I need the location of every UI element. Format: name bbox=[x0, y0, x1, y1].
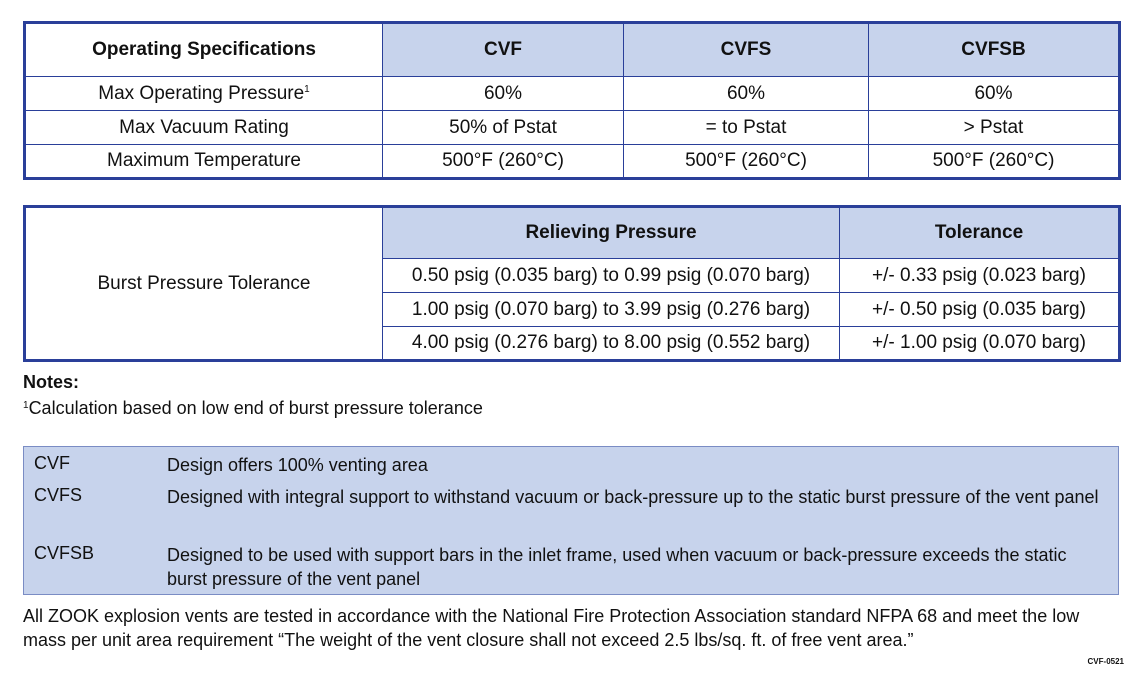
spec-header-cvfsb: CVFSB bbox=[869, 23, 1120, 77]
spec-header-label: Operating Specifications bbox=[25, 23, 383, 77]
footnote-text: $^1$Calculation based on low end of burst pressure tolerance bbox=[23, 398, 483, 418]
burst-pressure-tolerance-table bbox=[23, 205, 1121, 362]
notes-section bbox=[23, 371, 483, 420]
table-cell: +/- 0.33 psig (0.023 barg) bbox=[840, 259, 1120, 293]
legend-description: Design offers 100% venting area bbox=[167, 455, 428, 475]
row-label-max-vacuum-rating: Max Vacuum Rating bbox=[25, 111, 383, 145]
table-cell: 500°F (260°C) bbox=[624, 145, 869, 179]
legend-code: CVF bbox=[34, 453, 70, 473]
table-cell: 500°F (260°C) bbox=[383, 145, 624, 179]
burst-header-row bbox=[25, 207, 1120, 259]
table-cell: 0.50 psig (0.035 barg) to 0.99 psig (0.070 barg) bbox=[383, 259, 840, 293]
footnote-marker: 1 bbox=[304, 83, 310, 95]
table-cell: 1.00 psig (0.070 barg) to 3.99 psig (0.276 barg) bbox=[383, 293, 840, 327]
table-row bbox=[25, 77, 1120, 111]
table-row bbox=[25, 145, 1120, 179]
table-cell: 4.00 psig (0.276 barg) to 8.00 psig (0.552 barg) bbox=[383, 327, 840, 361]
table-cell: 50% of Pstat bbox=[383, 111, 624, 145]
burst-row-label: Burst Pressure Tolerance bbox=[25, 207, 383, 361]
table-row bbox=[25, 111, 1120, 145]
legend-code: CVFS bbox=[34, 485, 83, 505]
table-cell: = to Pstat bbox=[624, 111, 869, 145]
table-cell: > Pstat bbox=[869, 111, 1120, 145]
legend-code: CVFSB bbox=[34, 543, 95, 563]
spec-header-cvf: CVF bbox=[383, 23, 624, 77]
legend-description: Designed with integral support to withstand vacuum or back-pressure up to the static burst pressure of the vent panel bbox=[167, 487, 1099, 507]
row-label-max-operating-pressure: Max Operating Pressure$^1$ bbox=[25, 77, 383, 111]
notes-title: Notes: bbox=[23, 372, 80, 392]
spec-header-cvfs: CVFS bbox=[624, 23, 869, 77]
burst-header-tolerance: Tolerance bbox=[840, 207, 1120, 259]
legend-description: Designed to be used with support bars in the inlet frame, used when vacuum or back-pressure exceeds the static burst pressure of the vent panel bbox=[167, 545, 1067, 589]
table-cell: +/- 1.00 psig (0.070 barg) bbox=[840, 327, 1120, 361]
table-cell: 60% bbox=[869, 77, 1120, 111]
testing-statement: All ZOOK explosion vents are tested in accordance with the National Fire Protection Association standard NFPA 68 and meet the low mass per unit area requirement “The weight of the vent closure shall not exceed 2.5 lbs/sq. ft. of free vent area.” bbox=[23, 606, 1080, 650]
table-cell: 60% bbox=[383, 77, 624, 111]
table-cell: 60% bbox=[624, 77, 869, 111]
operating-specifications-table bbox=[23, 21, 1121, 180]
row-label-maximum-temperature: Maximum Temperature bbox=[25, 145, 383, 179]
document-code: CVF-0521 bbox=[1087, 657, 1124, 666]
spec-header-row bbox=[25, 23, 1120, 77]
model-legend-box bbox=[23, 446, 1119, 595]
footnote-marker: 1 bbox=[23, 400, 29, 411]
table-cell: +/- 0.50 psig (0.035 barg) bbox=[840, 293, 1120, 327]
table-cell: 500°F (260°C) bbox=[869, 145, 1120, 179]
burst-header-relieving-pressure: Relieving Pressure bbox=[383, 207, 840, 259]
